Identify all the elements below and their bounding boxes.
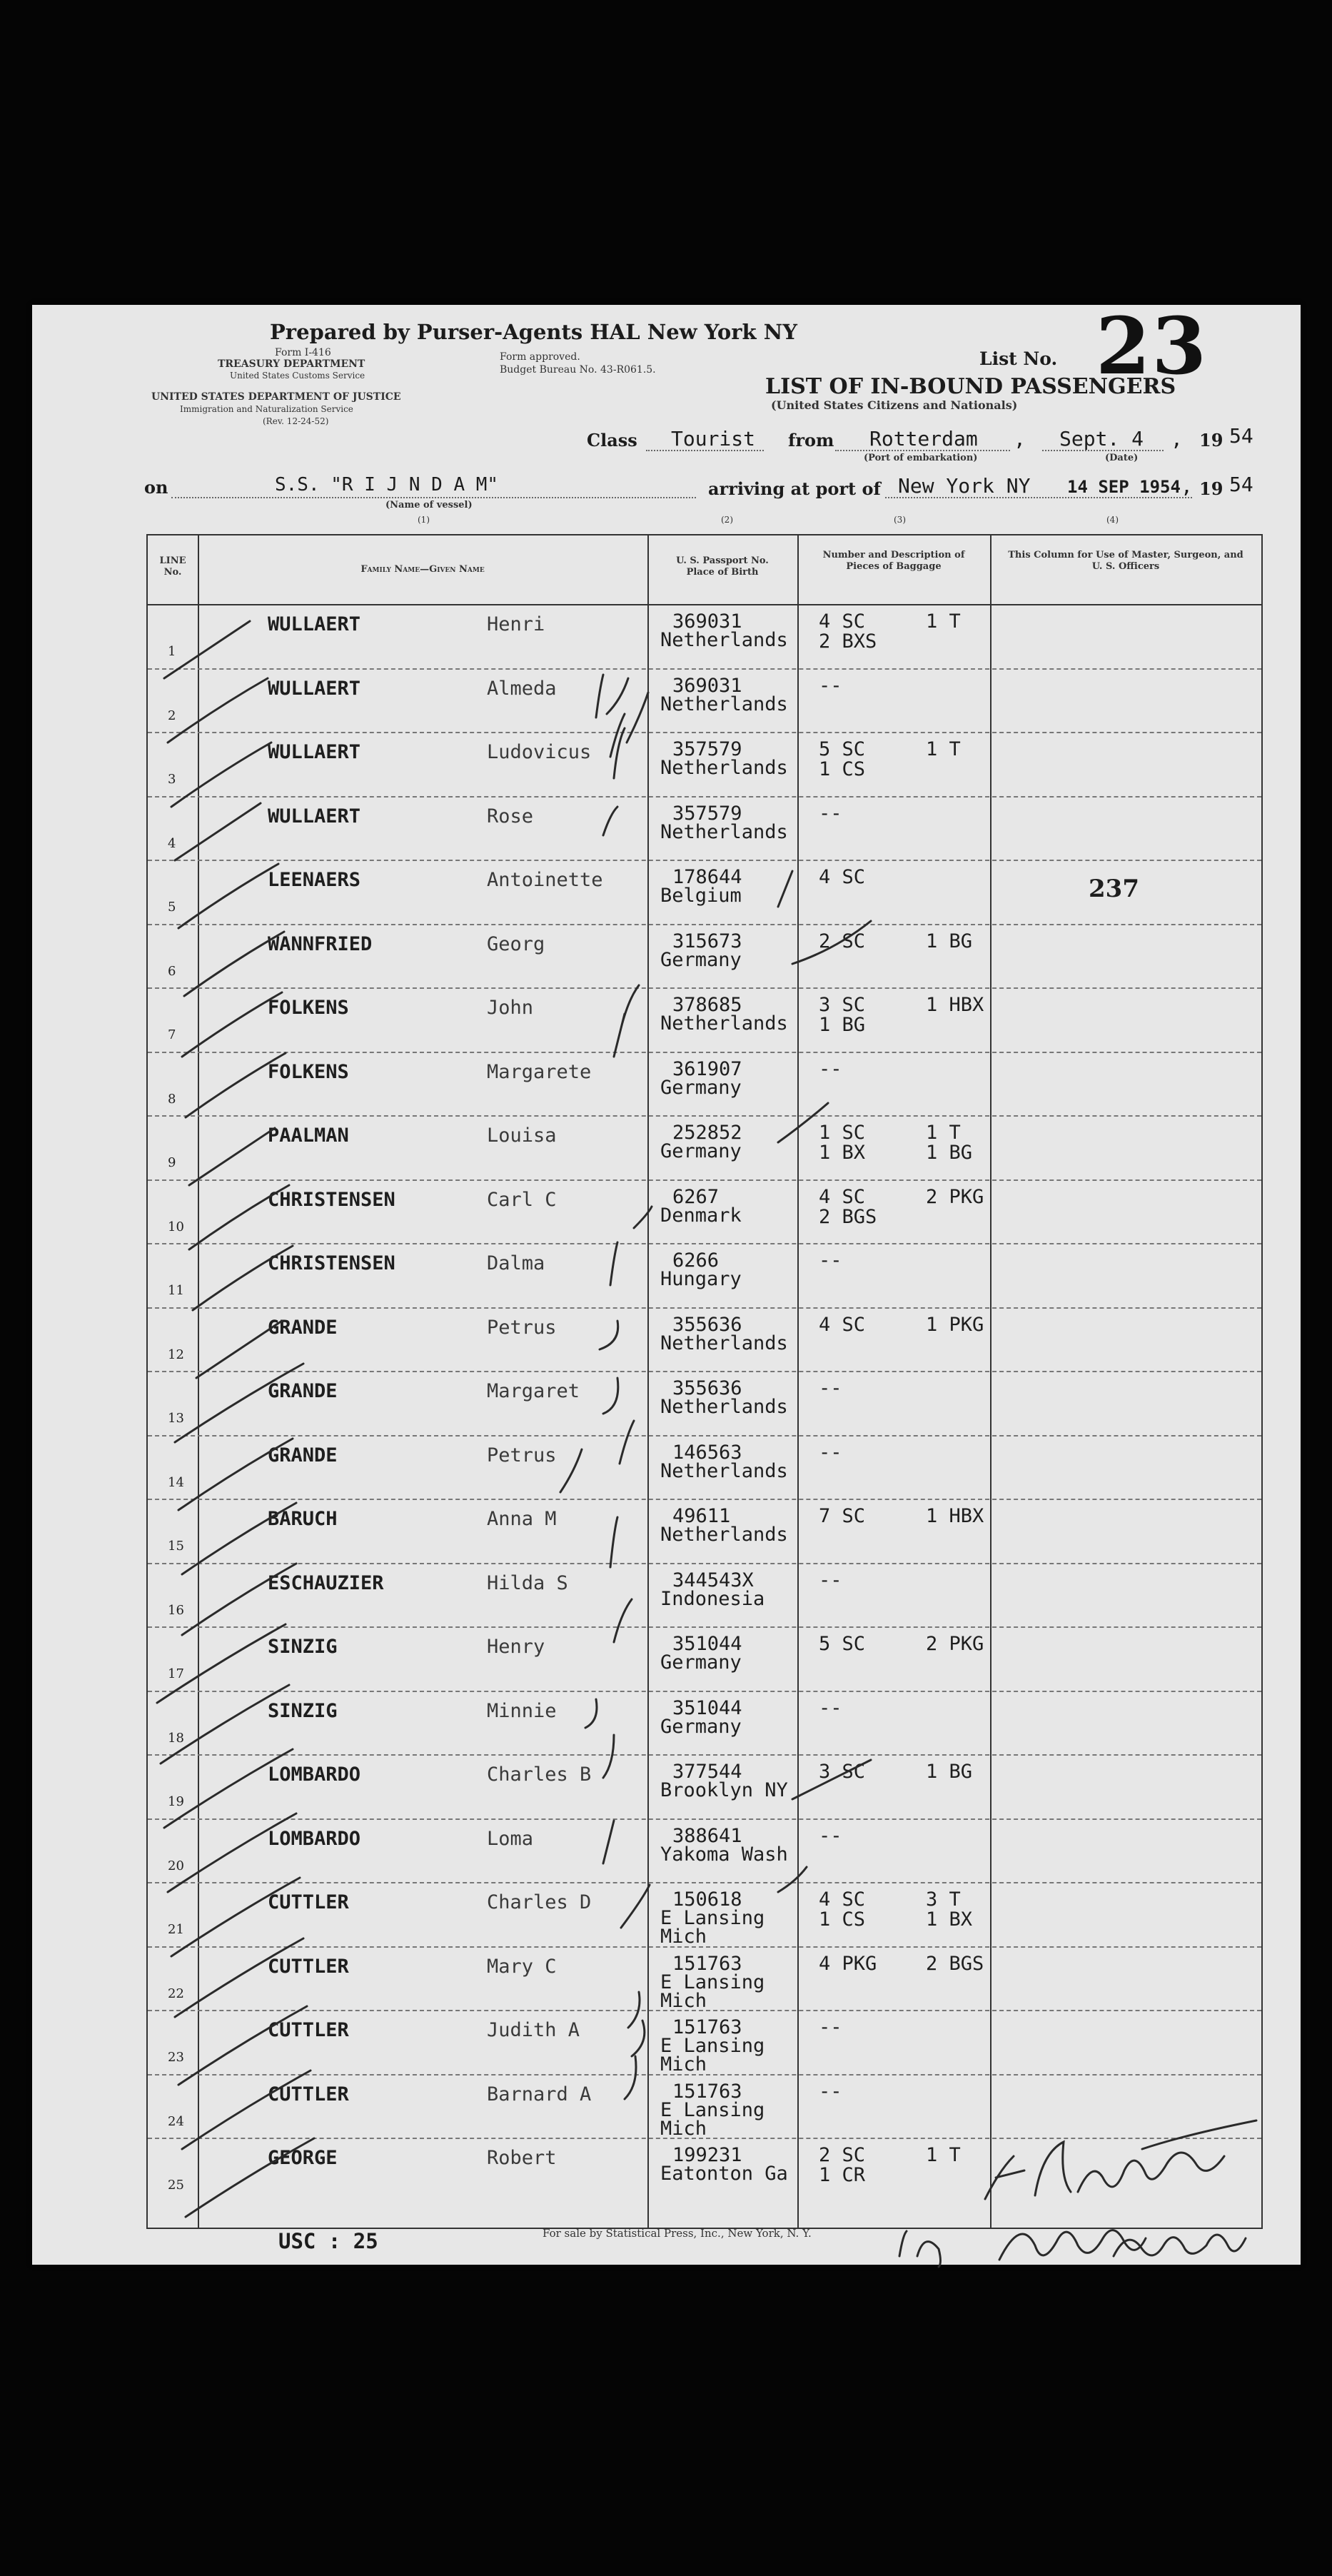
passenger-given-name: Judith A — [487, 2019, 580, 2041]
passport-number: 378685 — [672, 994, 742, 1016]
date-value: Sept. 4 — [1059, 427, 1144, 451]
passenger-surname: GEORGE — [268, 2147, 338, 2169]
passenger-surname: GRANDE — [268, 1444, 338, 1466]
baggage-item: 2 BGS — [926, 1952, 984, 1975]
port-of-embarkation: Rotterdam — [869, 427, 978, 451]
passenger-given-name: Antoinette — [487, 869, 603, 891]
baggage-item: 5 SC — [819, 738, 866, 760]
passenger-given-name: Charles D — [487, 1891, 592, 1913]
place-of-birth: E Lansing Mich — [660, 1971, 765, 2012]
col-header-line-no: LINE No. — [159, 555, 186, 578]
line-number: 25 — [168, 2178, 184, 2193]
baggage-item: 2 BXS — [819, 630, 877, 653]
passenger-surname: LOMBARDO — [268, 1764, 361, 1786]
place-of-birth: Belgium — [660, 885, 742, 907]
line-number: 14 — [168, 1474, 184, 1490]
arrival-date-stamp: 14 SEP 1954 — [1067, 477, 1181, 497]
passenger-surname: LOMBARDO — [268, 1827, 361, 1850]
passport-number: 377544 — [672, 1761, 742, 1783]
line-number: 24 — [168, 2113, 184, 2129]
signature-1 — [985, 2120, 1256, 2199]
passenger-given-name: Georg — [487, 932, 545, 955]
budget-bureau: Budget Bureau No. 43-R061.5. — [500, 364, 656, 376]
place-of-birth: Netherlands — [660, 629, 788, 651]
passport-number: 151763 — [672, 2016, 742, 2038]
prepared-by-line: Prepared by Purser-Agents HAL New York NY — [270, 320, 797, 344]
passenger-surname: BARUCH — [268, 1508, 338, 1530]
baggage-item: 7 SC — [819, 1505, 866, 1527]
baggage-item: 1 HBX — [926, 994, 984, 1016]
passport-number: 369031 — [672, 610, 742, 633]
line-number: 13 — [168, 1411, 184, 1426]
passenger-given-name: Dalma — [487, 1252, 545, 1274]
baggage-item: -- — [819, 2080, 842, 2103]
place-of-birth: Netherlands — [660, 1524, 788, 1546]
place-of-birth: E Lansing Mich — [660, 2035, 765, 2076]
place-of-birth: Germany — [660, 1651, 742, 1674]
passport-number: 388641 — [672, 1824, 742, 1847]
ins-label: Immigration and Naturalization Service — [180, 404, 353, 414]
passenger-given-name: Henry — [487, 1636, 545, 1658]
baggage-item: 5 SC — [819, 1633, 866, 1655]
place-of-birth: Germany — [660, 1715, 742, 1738]
passenger-given-name: Robert — [487, 2147, 557, 2169]
passenger-given-name: John — [487, 997, 534, 1019]
list-subtitle: (United States Citizens and Nationals) — [771, 398, 1018, 412]
passenger-given-name: Carl C — [487, 1188, 557, 1211]
passenger-surname: FOLKENS — [268, 1060, 349, 1083]
baggage-item: 3 T — [926, 1888, 961, 1911]
signature-2 — [899, 2230, 1246, 2267]
baggage-item: 1 T — [926, 2144, 961, 2166]
line-number: 11 — [168, 1283, 184, 1298]
passenger-surname: CUTTLER — [268, 2083, 349, 2105]
passport-number: 199231 — [672, 2144, 742, 2166]
line-number: 22 — [168, 1986, 184, 2001]
baggage-item: 2 SC — [819, 930, 866, 952]
baggage-item: 1 BG — [926, 1761, 973, 1783]
passenger-surname: CUTTLER — [268, 1955, 349, 1978]
passenger-surname: ESCHAUZIER — [268, 1571, 384, 1594]
baggage-item: -- — [819, 1057, 842, 1080]
on-label: on — [144, 477, 168, 498]
passport-number: 344543X — [672, 1569, 754, 1591]
passenger-surname: CHRISTENSEN — [268, 1252, 395, 1274]
baggage-item: 2 BGS — [819, 1205, 877, 1228]
baggage-item: 1 BX — [926, 1908, 973, 1931]
baggage-item: 1 BG — [819, 1014, 866, 1036]
line-number: 2 — [168, 708, 176, 723]
baggage-item: 4 SC — [819, 866, 866, 888]
passport-number: 355636 — [672, 1313, 742, 1336]
baggage-item: -- — [819, 1441, 842, 1464]
passenger-given-name: Margaret — [487, 1380, 580, 1402]
passport-number: 6267 — [672, 1185, 720, 1208]
passenger-given-name: Barnard A — [487, 2083, 592, 2105]
line-number: 4 — [168, 835, 176, 851]
line-number: 6 — [168, 963, 176, 979]
baggage-item: 3 SC — [819, 994, 866, 1016]
passenger-surname: WULLAERT — [268, 613, 361, 635]
form-approved: Form approved. — [500, 351, 580, 363]
passenger-given-name: Ludovicus — [487, 741, 592, 763]
col-header-passport: U. S. Passport No. Place of Birth — [676, 555, 769, 578]
passenger-given-name: Louisa — [487, 1125, 557, 1147]
col-number-2: (2) — [721, 515, 733, 525]
place-of-birth: Germany — [660, 948, 742, 971]
form-number: Form I-416 — [275, 347, 331, 358]
passport-number: 49611 — [672, 1505, 731, 1527]
printer-note: For sale by Statistical Press, Inc., New York, N. Y. — [543, 2227, 812, 2240]
baggage-item: 2 PKG — [926, 1633, 984, 1655]
line-number: 1 — [168, 644, 176, 659]
baggage-item: 1 T — [926, 738, 961, 760]
passenger-given-name: Henri — [487, 613, 545, 635]
baggage-item: 3 SC — [819, 1761, 866, 1783]
revision-label: (Rev. 12-24-52) — [263, 416, 329, 426]
vessel-name: S.S. "R I J N D A M" — [275, 474, 499, 495]
line-number: 15 — [168, 1539, 184, 1554]
passenger-given-name: Charles B — [487, 1764, 592, 1786]
usc-total: USC : 25 — [278, 2229, 378, 2253]
passenger-surname: LEENAERS — [268, 869, 361, 891]
passenger-surname: GRANDE — [268, 1380, 338, 1402]
baggage-item: -- — [819, 1824, 842, 1847]
passenger-surname: SINZIG — [268, 1699, 338, 1722]
baggage-item: 4 SC — [819, 1313, 866, 1336]
place-of-birth: E Lansing Mich — [660, 2098, 765, 2140]
line-number: 21 — [168, 1922, 184, 1937]
passport-number: 151763 — [672, 2080, 742, 2103]
arrival-port: New York NY — [898, 474, 1031, 498]
passenger-surname: WULLAERT — [268, 805, 361, 827]
passport-number: 355636 — [672, 1377, 742, 1399]
passenger-given-name: Petrus — [487, 1444, 557, 1466]
baggage-item: 1 BG — [926, 1142, 973, 1164]
baggage-item: 2 PKG — [926, 1185, 984, 1208]
col-header-baggage: Number and Description of Pieces of Baggage — [822, 550, 965, 572]
col-header-name: Family Name—Given Name — [360, 564, 485, 575]
place-of-birth: Netherlands — [660, 1332, 788, 1354]
baggage-item: 1 HBX — [926, 1505, 984, 1527]
passport-number: 150618 — [672, 1888, 742, 1911]
passenger-surname: WULLAERT — [268, 741, 361, 763]
baggage-item: 4 SC — [819, 1185, 866, 1208]
date-caption: (Date) — [1105, 453, 1139, 463]
baggage-item: 1 T — [926, 1122, 961, 1144]
line-number: 8 — [168, 1091, 176, 1107]
baggage-item: 4 PKG — [819, 1952, 877, 1975]
passport-number: 357579 — [672, 802, 742, 825]
baggage-item: 1 CR — [819, 2164, 866, 2186]
baggage-item: 1 BG — [926, 930, 973, 952]
baggage-item: 1 CS — [819, 1908, 866, 1931]
baggage-item: -- — [819, 674, 842, 697]
list-title: LIST OF IN-BOUND PASSENGERS — [765, 374, 1176, 399]
line-number: 19 — [168, 1794, 184, 1809]
line-number: 18 — [168, 1730, 184, 1746]
baggage-item: 4 SC — [819, 610, 866, 633]
year-prefix: 19 — [1199, 430, 1223, 451]
passport-number: 151763 — [672, 1952, 742, 1975]
year-value: 54 — [1229, 424, 1253, 448]
baggage-item: 1 T — [926, 610, 961, 633]
baggage-item: 1 PKG — [926, 1313, 984, 1336]
place-of-birth: Eatonton Ga — [660, 2163, 788, 2185]
treasury-label: TREASURY DEPARTMENT — [218, 358, 365, 370]
list-no-label: List No. — [979, 348, 1058, 369]
place-of-birth: Hungary — [660, 1268, 742, 1290]
passenger-given-name: Anna M — [487, 1508, 557, 1530]
year-prefix-2: 19 — [1199, 478, 1223, 499]
passport-number: 351044 — [672, 1696, 742, 1719]
passenger-surname: CHRISTENSEN — [268, 1188, 395, 1211]
line-number: 10 — [168, 1219, 184, 1234]
passenger-given-name: Rose — [487, 805, 534, 827]
place-of-birth: Netherlands — [660, 757, 788, 779]
place-of-birth: Netherlands — [660, 1459, 788, 1482]
col-header-officers: This Column for Use of Master, Surgeon, and U. S. Officers — [1008, 550, 1243, 572]
baggage-item: 1 CS — [819, 758, 866, 780]
place-of-birth: Germany — [660, 1140, 742, 1162]
customs-label: United States Customs Service — [230, 371, 365, 381]
baggage-item: 2 SC — [819, 2144, 866, 2166]
passenger-given-name: Hilda S — [487, 1571, 568, 1594]
col-number-4: (4) — [1106, 515, 1119, 525]
place-of-birth: Indonesia — [660, 1587, 765, 1610]
list-number: 23 — [1096, 300, 1209, 392]
passport-number: 315673 — [672, 930, 742, 952]
vessel-caption: (Name of vessel) — [385, 500, 473, 510]
baggage-item: -- — [819, 1696, 842, 1719]
justice-label: UNITED STATES DEPARTMENT OF JUSTICE — [151, 391, 401, 403]
place-of-birth: Germany — [660, 1076, 742, 1099]
baggage-item: -- — [819, 2016, 842, 2038]
place-of-birth: Brooklyn NY — [660, 1779, 788, 1801]
place-of-birth: Denmark — [660, 1204, 742, 1227]
line-number: 3 — [168, 772, 176, 787]
class-value: Tourist — [671, 427, 756, 451]
passenger-surname: GRANDE — [268, 1316, 338, 1339]
baggage-item: -- — [819, 1377, 842, 1399]
line-number: 23 — [168, 2050, 184, 2065]
passenger-surname: WANNFRIED — [268, 932, 373, 955]
baggage-item: -- — [819, 1249, 842, 1272]
passenger-given-name: Minnie — [487, 1699, 557, 1722]
passenger-surname: WULLAERT — [268, 677, 361, 700]
passport-number: 351044 — [672, 1633, 742, 1655]
passenger-surname: CUTTLER — [268, 1891, 349, 1913]
baggage-item: 1 SC — [819, 1122, 866, 1144]
place-of-birth: Netherlands — [660, 820, 788, 843]
from-label: from — [788, 430, 834, 451]
line-number: 17 — [168, 1666, 184, 1681]
line-number: 9 — [168, 1155, 176, 1170]
place-of-birth: Netherlands — [660, 693, 788, 715]
place-of-birth: Netherlands — [660, 1396, 788, 1418]
baggage-item: 1 BX — [819, 1142, 866, 1164]
col-number-3: (3) — [894, 515, 906, 525]
arriving-label: arriving at port of — [708, 478, 881, 499]
passenger-given-name: Margarete — [487, 1060, 592, 1083]
line-number: 12 — [168, 1347, 184, 1362]
baggage-item: -- — [819, 802, 842, 825]
place-of-birth: Netherlands — [660, 1012, 788, 1035]
passport-number: 361907 — [672, 1057, 742, 1080]
passenger-surname: FOLKENS — [268, 997, 349, 1019]
passenger-given-name: Almeda — [487, 677, 557, 700]
place-of-birth: E Lansing Mich — [660, 1907, 765, 1948]
officer-note: 237 — [1089, 875, 1139, 903]
baggage-item: 4 SC — [819, 1888, 866, 1911]
passport-number: 146563 — [672, 1441, 742, 1464]
passport-number: 252852 — [672, 1122, 742, 1144]
passenger-given-name: Loma — [487, 1827, 534, 1850]
baggage-item: -- — [819, 1569, 842, 1591]
passport-number: 6266 — [672, 1249, 720, 1272]
passport-number: 369031 — [672, 674, 742, 697]
passenger-given-name: Mary C — [487, 1955, 557, 1978]
passenger-surname: SINZIG — [268, 1636, 338, 1658]
line-number: 16 — [168, 1602, 184, 1618]
passport-number: 357579 — [672, 738, 742, 760]
passenger-surname: CUTTLER — [268, 2019, 349, 2041]
line-number: 5 — [168, 900, 176, 915]
port-caption: (Port of embarkation) — [864, 453, 978, 463]
line-number: 20 — [168, 1858, 184, 1873]
passport-number: 178644 — [672, 866, 742, 888]
class-label: Class — [587, 430, 637, 451]
passenger-given-name: Petrus — [487, 1316, 557, 1339]
year-value-2: 54 — [1229, 473, 1253, 496]
place-of-birth: Yakoma Wash — [660, 1843, 788, 1866]
col-number-1: (1) — [418, 515, 430, 525]
line-number: 7 — [168, 1027, 176, 1042]
passenger-surname: PAALMAN — [268, 1125, 349, 1147]
